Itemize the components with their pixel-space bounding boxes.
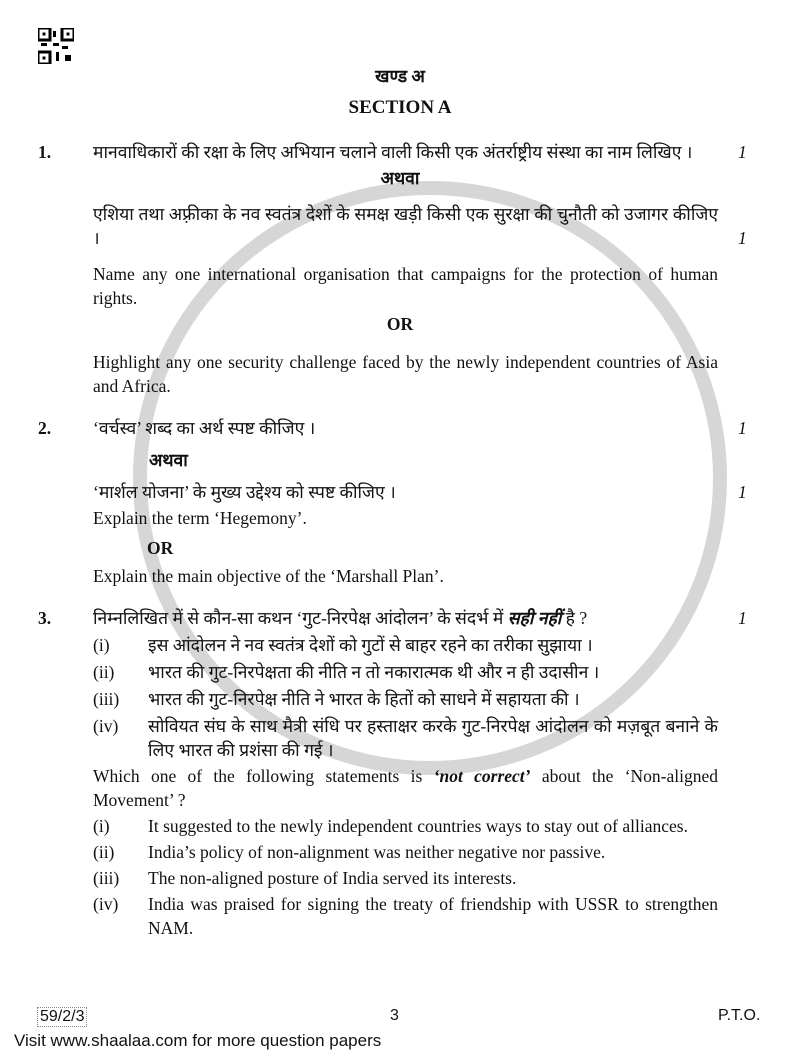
q2-or-hindi-row	[0, 448, 800, 472]
section-heading: SECTION A	[348, 97, 452, 118]
option-row	[0, 633, 800, 657]
stem-text: Which one of the following statements is	[93, 766, 423, 786]
q2-or-english-row	[0, 536, 800, 560]
question-number: 3.	[38, 608, 52, 628]
option-row	[0, 840, 800, 864]
question-3	[0, 606, 800, 630]
question-2	[0, 416, 800, 440]
text-line: सोवियत संघ के साथ मैत्री संधि पर हस्ताक्षर करके गुट-निरपेक्ष आंदोलन को मज़बूत	[148, 716, 661, 736]
marks: 1	[738, 142, 747, 162]
q2-alt-english	[0, 564, 800, 588]
option-row	[0, 892, 800, 940]
option-label: (iii)	[93, 868, 120, 888]
or-english: OR	[147, 538, 174, 558]
q1-hindi-text	[93, 140, 718, 164]
q2-alt-english-text: Explain the main objective of the ‘Marshall Plan’.	[93, 566, 444, 586]
option-label: (i)	[93, 635, 110, 655]
section-heading-hindi: खण्ड अ	[375, 66, 425, 86]
option-label: (iii)	[93, 689, 120, 709]
text-line: उजागर कीजिए ।	[93, 204, 719, 248]
option-label: (i)	[93, 816, 110, 836]
or-hindi: अथवा	[149, 450, 188, 470]
text-line: मानवाधिकारों की रक्षा के लिए अभियान चलाने वाली किसी एक अंतर्राष्ट्रीय संस्था का नाम	[93, 142, 633, 162]
stem-emphasis: ‘not correct’	[433, 766, 531, 786]
pto-label: P.T.O.	[718, 1007, 761, 1024]
marks: 1	[738, 482, 747, 502]
question-number: 1.	[38, 142, 52, 162]
or-english: OR	[386, 314, 414, 334]
page-content	[0, 64, 800, 940]
paper-code: 59/2/3	[37, 1007, 87, 1027]
visit-link[interactable]: Visit www.shaalaa.com for more question papers	[14, 1031, 382, 1050]
q1-alt-english-text	[93, 350, 718, 398]
option-text: The non-aligned posture of India served its interests.	[148, 868, 517, 888]
text-line: It suggested to the newly independent countries ways to stay out of	[148, 816, 618, 836]
option-text	[148, 814, 718, 838]
q2-english	[0, 506, 800, 530]
q1-english-text	[93, 262, 718, 310]
option-label: (iv)	[93, 894, 119, 914]
question-2-alt	[0, 480, 800, 504]
option-text	[148, 714, 718, 762]
text-line: लिखिए ।	[636, 142, 693, 162]
text-line: Highlight any one security challenge faced by the newly independent	[93, 352, 591, 372]
option-row	[0, 660, 800, 684]
option-row	[0, 714, 800, 762]
or-hindi: अथवा	[380, 168, 420, 188]
text-line: strengthen NAM.	[148, 894, 719, 938]
stem-emphasis: सही नहीं	[507, 608, 562, 628]
option-text: India’s policy of non-alignment was neither negative nor passive.	[148, 842, 606, 862]
option-row	[0, 866, 800, 890]
page-number: 3	[390, 1007, 399, 1024]
marks: 1	[738, 228, 747, 248]
stem-text: है ?	[565, 608, 588, 628]
text-line: India was praised for signing the treaty of friendship with USSR to	[148, 894, 639, 914]
question-number: 2.	[38, 418, 52, 438]
marks: 1	[738, 608, 747, 628]
option-text: भारत की गुट-निरपेक्ष नीति ने भारत के हितों को साधने में सहायता की ।	[148, 689, 580, 709]
text-line: protection of human rights.	[93, 264, 719, 308]
option-row	[0, 687, 800, 711]
stem-text: निम्नलिखित में से कौन-सा कथन ‘गुट-निरपेक्ष आंदोलन’ के संदर्भ में	[93, 608, 504, 628]
option-label: (ii)	[93, 842, 115, 862]
option-text: इस आंदोलन ने नव स्वतंत्र देशों को गुटों से बाहर रहने का तरीका सुझाया ।	[148, 635, 593, 655]
q3-english	[0, 764, 800, 812]
marks: 1	[738, 418, 747, 438]
q3-english-stem	[93, 764, 718, 812]
stem-text: ‘Non-aligned Movement’ ?	[93, 766, 719, 810]
question-1-alt	[0, 202, 800, 250]
stem-text: about the	[541, 766, 614, 786]
text-line: countries of Asia and Africa.	[93, 352, 718, 396]
option-label: (ii)	[93, 662, 115, 682]
q1-english	[0, 262, 800, 310]
option-text: भारत की गुट-निरपेक्षता की नीति न तो नकारात्मक थी और न ही उदासीन ।	[148, 662, 600, 682]
question-1	[0, 140, 800, 164]
q1-alt-english	[0, 350, 800, 398]
q2-english-text: Explain the term ‘Hegemony’.	[93, 508, 307, 528]
q3-hindi-stem	[93, 606, 718, 630]
option-label: (iv)	[93, 716, 119, 736]
q1-alt-hindi-text	[93, 202, 718, 250]
qr-code-icon	[38, 28, 74, 64]
text-line: alliances.	[622, 816, 688, 836]
option-text	[148, 892, 718, 940]
q2-alt-hindi-text: ‘मार्शल योजना’ के मुख्य उद्देश्य को स्पष्ट कीजिए ।	[93, 482, 396, 502]
q2-hindi-text: ‘वर्चस्व’ शब्द का अर्थ स्पष्ट कीजिए ।	[93, 418, 316, 438]
text-line: Name any one international organisation that campaigns for the	[93, 264, 563, 284]
text-line: बनाने के लिए भारत की प्रशंसा की गई ।	[148, 716, 718, 760]
option-row	[0, 814, 800, 838]
text-line: एशिया तथा अफ़्रीका के नव स्वतंत्र देशों के समक्ष खड़ी किसी एक सुरक्षा की चुनौती को	[93, 204, 620, 224]
